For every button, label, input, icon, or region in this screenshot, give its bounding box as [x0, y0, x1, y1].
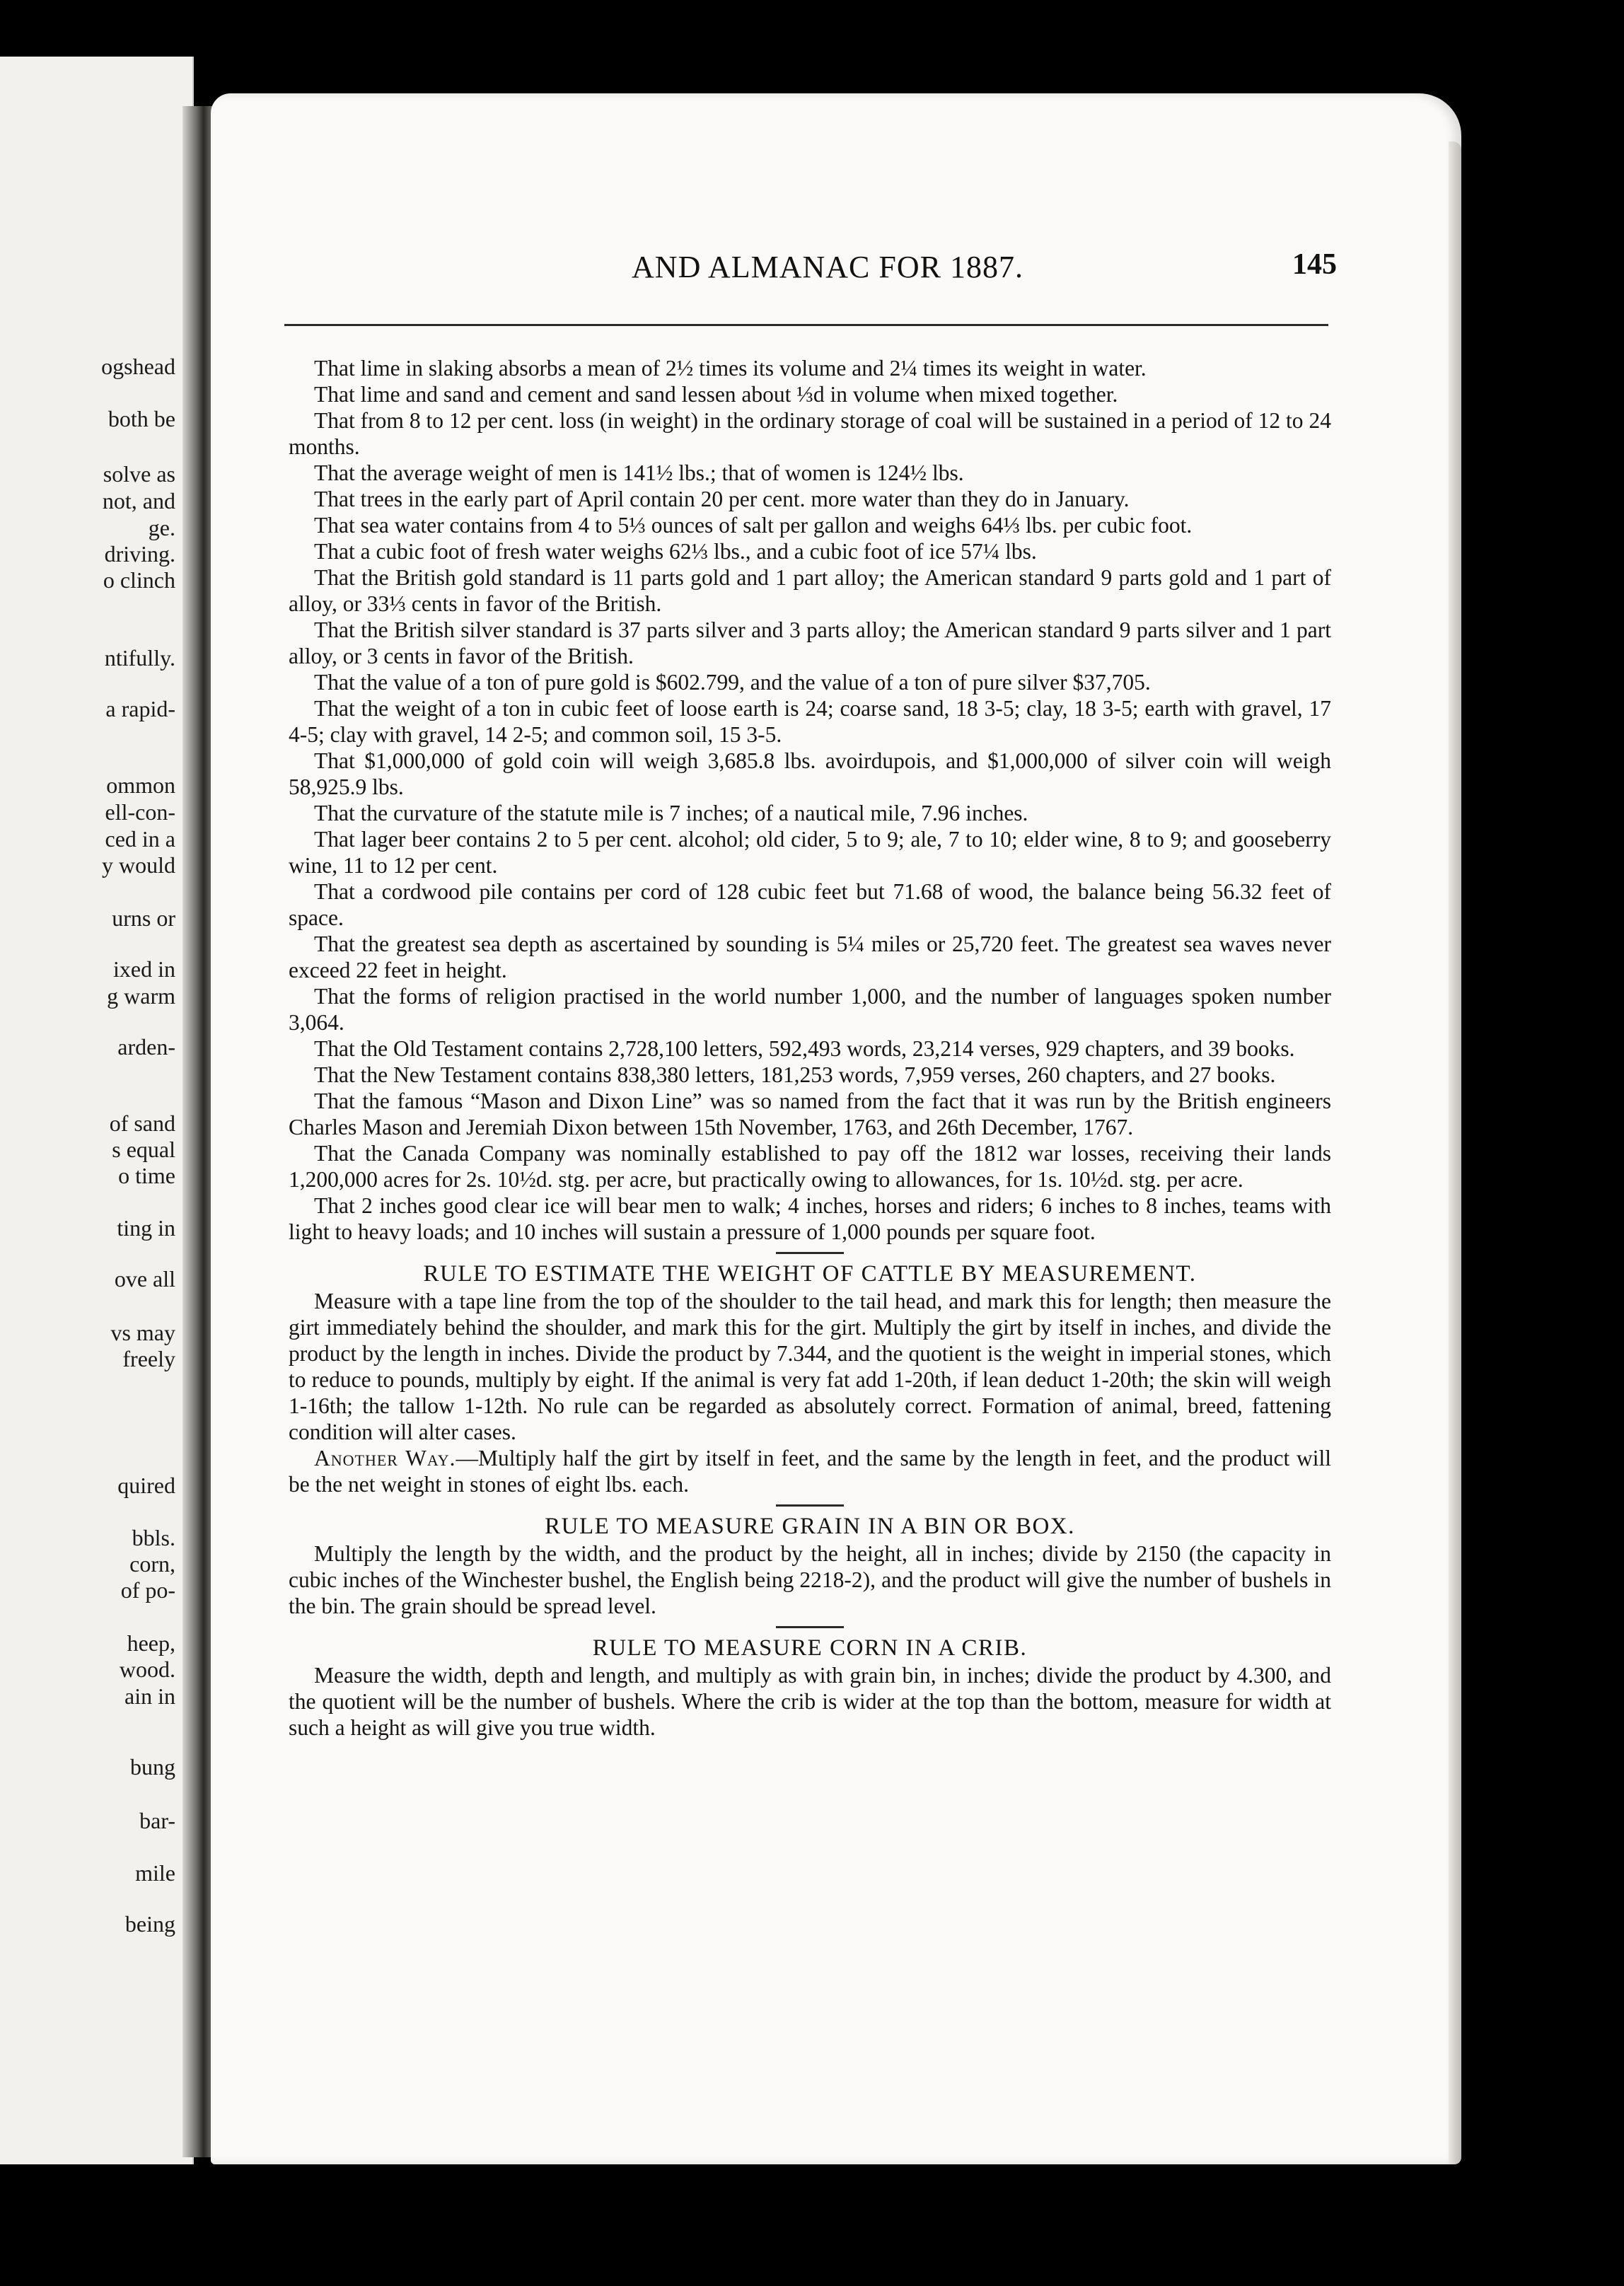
left-page-text-fragment: ove all — [114, 1266, 175, 1292]
left-page-text-fragment: g warm — [107, 983, 175, 1009]
section-rule — [776, 1504, 844, 1507]
left-page-text-fragment: being — [124, 1911, 175, 1937]
left-page-text-fragment: not, and — [102, 488, 175, 514]
another-way-paragraph — [289, 1445, 1331, 1497]
fact-paragraph: That a cordwood pile contains per cord of 128 cubic feet but 71.68 of wood, the balance being 56.32 feet of space. — [289, 879, 1331, 930]
fact-paragraph: That lime in slaking absorbs a mean of 2½ times its volume and 2¼ times its weight in water. — [314, 356, 1147, 381]
left-page-text-fragment: bung — [130, 1754, 175, 1780]
another-way-text: —Multiply half the girt by itself in feet, and the same by the length in feet, and the product will be the net weight in stones of eight lbs. each. — [289, 1446, 1331, 1497]
left-page-text-fragment: ell-con- — [105, 799, 175, 825]
left-page-text-fragment: ced in a — [105, 826, 175, 852]
running-head: AND ALMANAC FOR 1887. — [632, 250, 1023, 284]
section-heading-corn: RULE TO MEASURE CORN IN A CRIB. — [592, 1635, 1028, 1661]
fact-paragraph: That the Canada Company was nominally established to pay off the 1812 war losses, receiving their lands 1,200,000 acres for 2s. 10½d. stg. per acre, but practically owing to allowances, for 1s. 10½d. stg. per acre. — [289, 1141, 1331, 1192]
header-rule — [284, 324, 1328, 326]
facing-page-left — [0, 57, 194, 2164]
facts-list — [289, 355, 1331, 1245]
left-page-text-fragment: of sand — [109, 1110, 175, 1136]
fact-paragraph: That the weight of a ton in cubic feet of loose earth is 24; coarse sand, 18 3-5; clay, 18 3-5; earth with gravel, 17 4-5; clay with gravel, 14 2-5; and common soil, 15 3-5. — [289, 696, 1331, 747]
left-page-text-fragment: ommon — [106, 772, 175, 798]
page-edge — [1449, 141, 1461, 2164]
left-page-text-fragment: ntifully. — [104, 645, 175, 671]
left-page-text-fragment: ting in — [117, 1215, 175, 1241]
section-paragraph: Measure the width, depth and length, and multiply as with grain bin, in inches; divide the product by 4.300, and the quotient will be the number of bushels. Where the crib is wider at the top than the bottom, measure for width at such a height as will give you true width. — [289, 1663, 1331, 1740]
fact-paragraph: That the average weight of men is 141½ lbs.; that of women is 124½ lbs. — [314, 460, 964, 485]
left-page-text-fragment: ge. — [148, 515, 175, 540]
section-paragraph: Measure with a tape line from the top of the shoulder to the tail head, and mark this for length; then measure the girt immediately behind the shoulder, and mark this for the girt. Multiply the girt by itself in inches, and divide the product by the length in inches. Divide the product by 7.344, and the quotient is the weight in imperial stones, which to reduce to pounds, multiply by eight. If the animal is very fat add 1-20th, if lean deduct 1-20th; the skin will weigh 1-16th; the tallow 1-12th. No rule can be regarded as absolutely correct. Formation of animal, breed, fattening condition will alter cases. — [289, 1289, 1331, 1444]
fact-paragraph: That the greatest sea depth as ascertained by sounding is 5¼ miles or 25,720 feet. The greatest sea waves never exceed 22 feet in height. — [289, 932, 1331, 982]
fact-paragraph: That the value of a ton of pure gold is $602.799, and the value of a ton of pure silver $37,705. — [314, 670, 1151, 695]
fact-paragraph: That the New Testament contains 838,380 letters, 181,253 words, 7,959 verses, 260 chapters, and 27 books. — [314, 1062, 1276, 1087]
fact-paragraph: That trees in the early part of April contain 20 per cent. more water than they do in January. — [314, 487, 1130, 511]
left-page-text-fragment: vs may — [110, 1320, 175, 1345]
left-page-text-fragment: of po- — [120, 1577, 175, 1603]
section-paragraph: Multiply the length by the width, and the product by the height, all in inches; divide by 2150 (the capacity in cubic inches of the Winchester bushel, the English being 2218-2), and the product will give the number of bushels in the bin. The grain should be spread level. — [289, 1541, 1331, 1618]
fact-paragraph: That the Old Testament contains 2,728,100 letters, 592,493 words, 23,214 verses, 929 chapters, and 39 books. — [314, 1036, 1295, 1061]
left-page-text-fragment: a rapid- — [105, 696, 175, 721]
left-page-text-fragment: ogshead — [101, 354, 175, 379]
fact-paragraph: That the forms of religion practised in the world number 1,000, and the number of languages spoken number 3,064. — [289, 984, 1331, 1035]
left-page-text-fragment: mile — [135, 1860, 175, 1886]
left-page-text-fragment: y would — [102, 852, 175, 878]
left-page-text-fragment: corn, — [129, 1551, 175, 1577]
fact-paragraph: That from 8 to 12 per cent. loss (in weight) in the ordinary storage of coal will be sustained in a period of 12 to 24 months. — [289, 408, 1331, 459]
left-page-text-fragment: heep, — [127, 1630, 175, 1656]
fact-paragraph: That $1,000,000 of gold coin will weigh 3,685.8 lbs. avoirdupois, and $1,000,000 of silver coin will weigh 58,925.9 lbs. — [289, 748, 1331, 799]
fact-paragraph: That the British silver standard is 37 parts silver and 3 parts alloy; the American standard 9 parts silver and 1 part alloy, or 3 cents in favor of the British. — [289, 617, 1331, 668]
fact-paragraph: That 2 inches good clear ice will bear men to walk; 4 inches, horses and riders; 6 inches to 8 inches, teams with light to heavy loads; and 10 inches will sustain a pressure of 1,000 pounds per square foot. — [289, 1193, 1331, 1244]
left-page-text-fragment: arden- — [117, 1034, 175, 1060]
left-page-text-fragment: ain in — [124, 1683, 175, 1709]
another-way-label: Another Way. — [314, 1446, 456, 1470]
fact-paragraph: That the British gold standard is 11 parts gold and 1 part alloy; the American standard 9 parts gold and 1 part of alloy, or 33⅓ cents in favor of the British. — [289, 565, 1331, 616]
page-number: 145 — [1292, 248, 1337, 281]
fact-paragraph: That lime and sand and cement and sand lessen about ⅓d in volume when mixed together. — [314, 382, 1118, 407]
left-page-text-fragment: wood. — [119, 1657, 175, 1682]
fact-paragraph: That the famous “Mason and Dixon Line” was so named from the fact that it was run by the British engineers Charles Mason and Jeremiah Dixon between 15th November, 1763, and 26th December, 1767. — [289, 1089, 1331, 1139]
left-page-text-fragment: ixed in — [113, 956, 175, 982]
page-body — [289, 355, 1331, 1741]
left-page-text-fragment: driving. — [104, 541, 175, 567]
section-rule — [776, 1252, 844, 1254]
section-heading-cattle: RULE TO ESTIMATE THE WEIGHT OF CATTLE BY MEASUREMENT. — [423, 1261, 1197, 1287]
left-page-text-fragment: bbls. — [132, 1525, 175, 1550]
left-page-text-fragment: s equal — [112, 1137, 175, 1162]
fact-paragraph: That a cubic foot of fresh water weighs 62⅓ lbs., and a cubic foot of ice 57¼ lbs. — [314, 539, 1037, 564]
left-page-text-fragment: solve as — [103, 461, 175, 487]
section-rule — [776, 1626, 844, 1628]
section-heading-grain: RULE TO MEASURE GRAIN IN A BIN OR BOX. — [545, 1514, 1075, 1539]
left-page-text-fragment: both be — [108, 406, 175, 431]
fact-paragraph: That sea water contains from 4 to 5⅓ ounces of salt per gallon and weighs 64⅓ lbs. per cubic foot. — [314, 513, 1193, 538]
left-page-text-fragment: bar- — [139, 1808, 175, 1833]
fact-paragraph: That the curvature of the statute mile is 7 inches; of a nautical mile, 7.96 inches. — [314, 801, 1028, 825]
left-page-text-fragment: o clinch — [103, 567, 175, 593]
left-page-text-fragment: o time — [118, 1163, 175, 1188]
left-page-text-fragment: quired — [117, 1473, 175, 1498]
left-page-text-fragment: freely — [122, 1346, 175, 1371]
fact-paragraph: That lager beer contains 2 to 5 per cent. alcohol; old cider, 5 to 9; ale, 7 to 10; elder wine, 8 to 9; and gooseberry wine, 11 to 12 per cent. — [289, 827, 1331, 878]
left-page-text-fragment: urns or — [112, 905, 175, 931]
